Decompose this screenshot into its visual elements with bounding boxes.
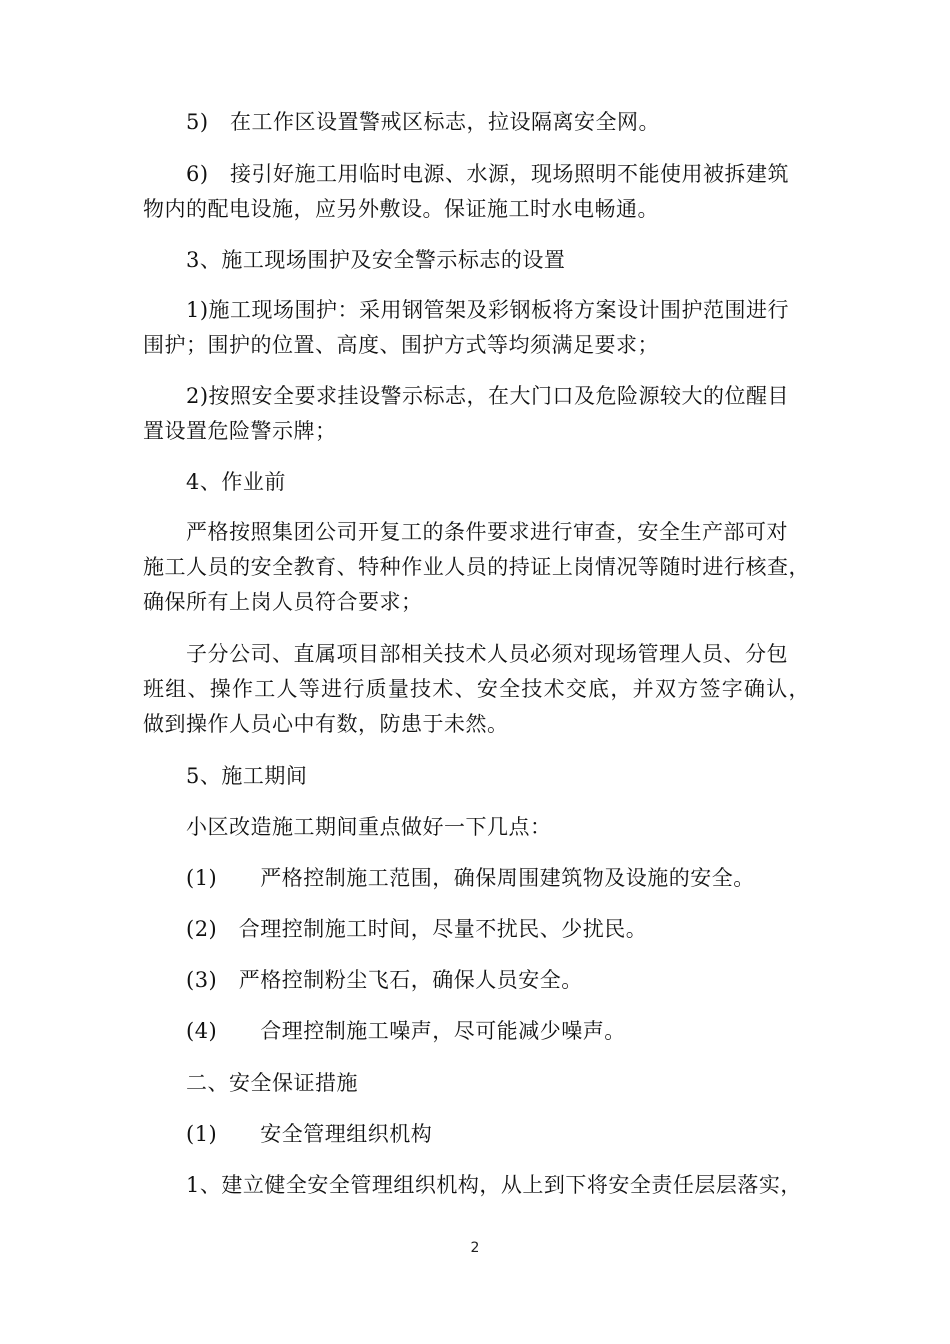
paragraph-item-6-line-1: 6) 接引好施工用临时电源、水源，现场照明不能使用被拆建筑 [186, 162, 790, 186]
paragraph-review-line-3: 确保所有上岗人员符合要求； [143, 590, 423, 614]
list-item-4: (4) 合理控制施工噪声，尽可能减少噪声。 [186, 1019, 626, 1043]
list-item-2: (2) 合理控制施工时间，尽量不扰民、少扰民。 [186, 917, 648, 941]
page-number: 2 [470, 1240, 480, 1256]
paragraph-enclosure-line-1: 1)施工现场围护：采用钢管架及彩钢板将方案设计围护范围进行 [186, 298, 790, 322]
paragraph-enclosure-line-2: 围护；围护的位置、高度、围护方式等均须满足要求； [143, 333, 659, 357]
paragraph-review-line-1: 严格按照集团公司开复工的条件要求进行审查，安全生产部可对 [186, 520, 788, 544]
paragraph-item-6-line-2: 物内的配电设施，应另外敷设。保证施工时水电畅通。 [143, 197, 659, 221]
paragraph-warning-signs-line-1: 2)按照安全要求挂设警示标志，在大门口及危险源较大的位醒目 [186, 384, 790, 408]
section-heading-3: 3、施工现场围护及安全警示标志的设置 [186, 248, 566, 272]
list-item-3: (3) 严格控制粉尘飞石，确保人员安全。 [186, 968, 583, 992]
paragraph-briefing-line-1: 子分公司、直属项目部相关技术人员必须对现场管理人员、分包 [186, 642, 788, 666]
list-item-1: (1) 严格控制施工范围，确保周围建筑物及设施的安全。 [186, 866, 755, 890]
paragraph-review-line-2: 施工人员的安全教育、特种作业人员的持证上岗情况等随时进行核查， [143, 555, 810, 579]
section-heading-5: 5、施工期间 [186, 764, 308, 788]
section-heading-4: 4、作业前 [186, 470, 286, 494]
subsection-heading-1: (1) 安全管理组织机构 [186, 1122, 433, 1146]
paragraph-item-5: 5) 在工作区设置警戒区标志，拉设隔离安全网。 [186, 110, 661, 134]
paragraph-briefing-line-2: 班组、操作工人等进行质量技术、安全技术交底，并双方签字确认， [143, 677, 810, 701]
chapter-heading-2: 二、安全保证措施 [186, 1071, 358, 1095]
paragraph-warning-signs-line-2: 置设置危险警示牌； [143, 419, 337, 443]
paragraph-key-points: 小区改造施工期间重点做好一下几点： [186, 815, 552, 839]
paragraph-organization: 1、建立健全安全管理组织机构，从上到下将安全责任层层落实， [186, 1173, 802, 1197]
paragraph-briefing-line-3: 做到操作人员心中有数，防患于未然。 [143, 712, 509, 736]
